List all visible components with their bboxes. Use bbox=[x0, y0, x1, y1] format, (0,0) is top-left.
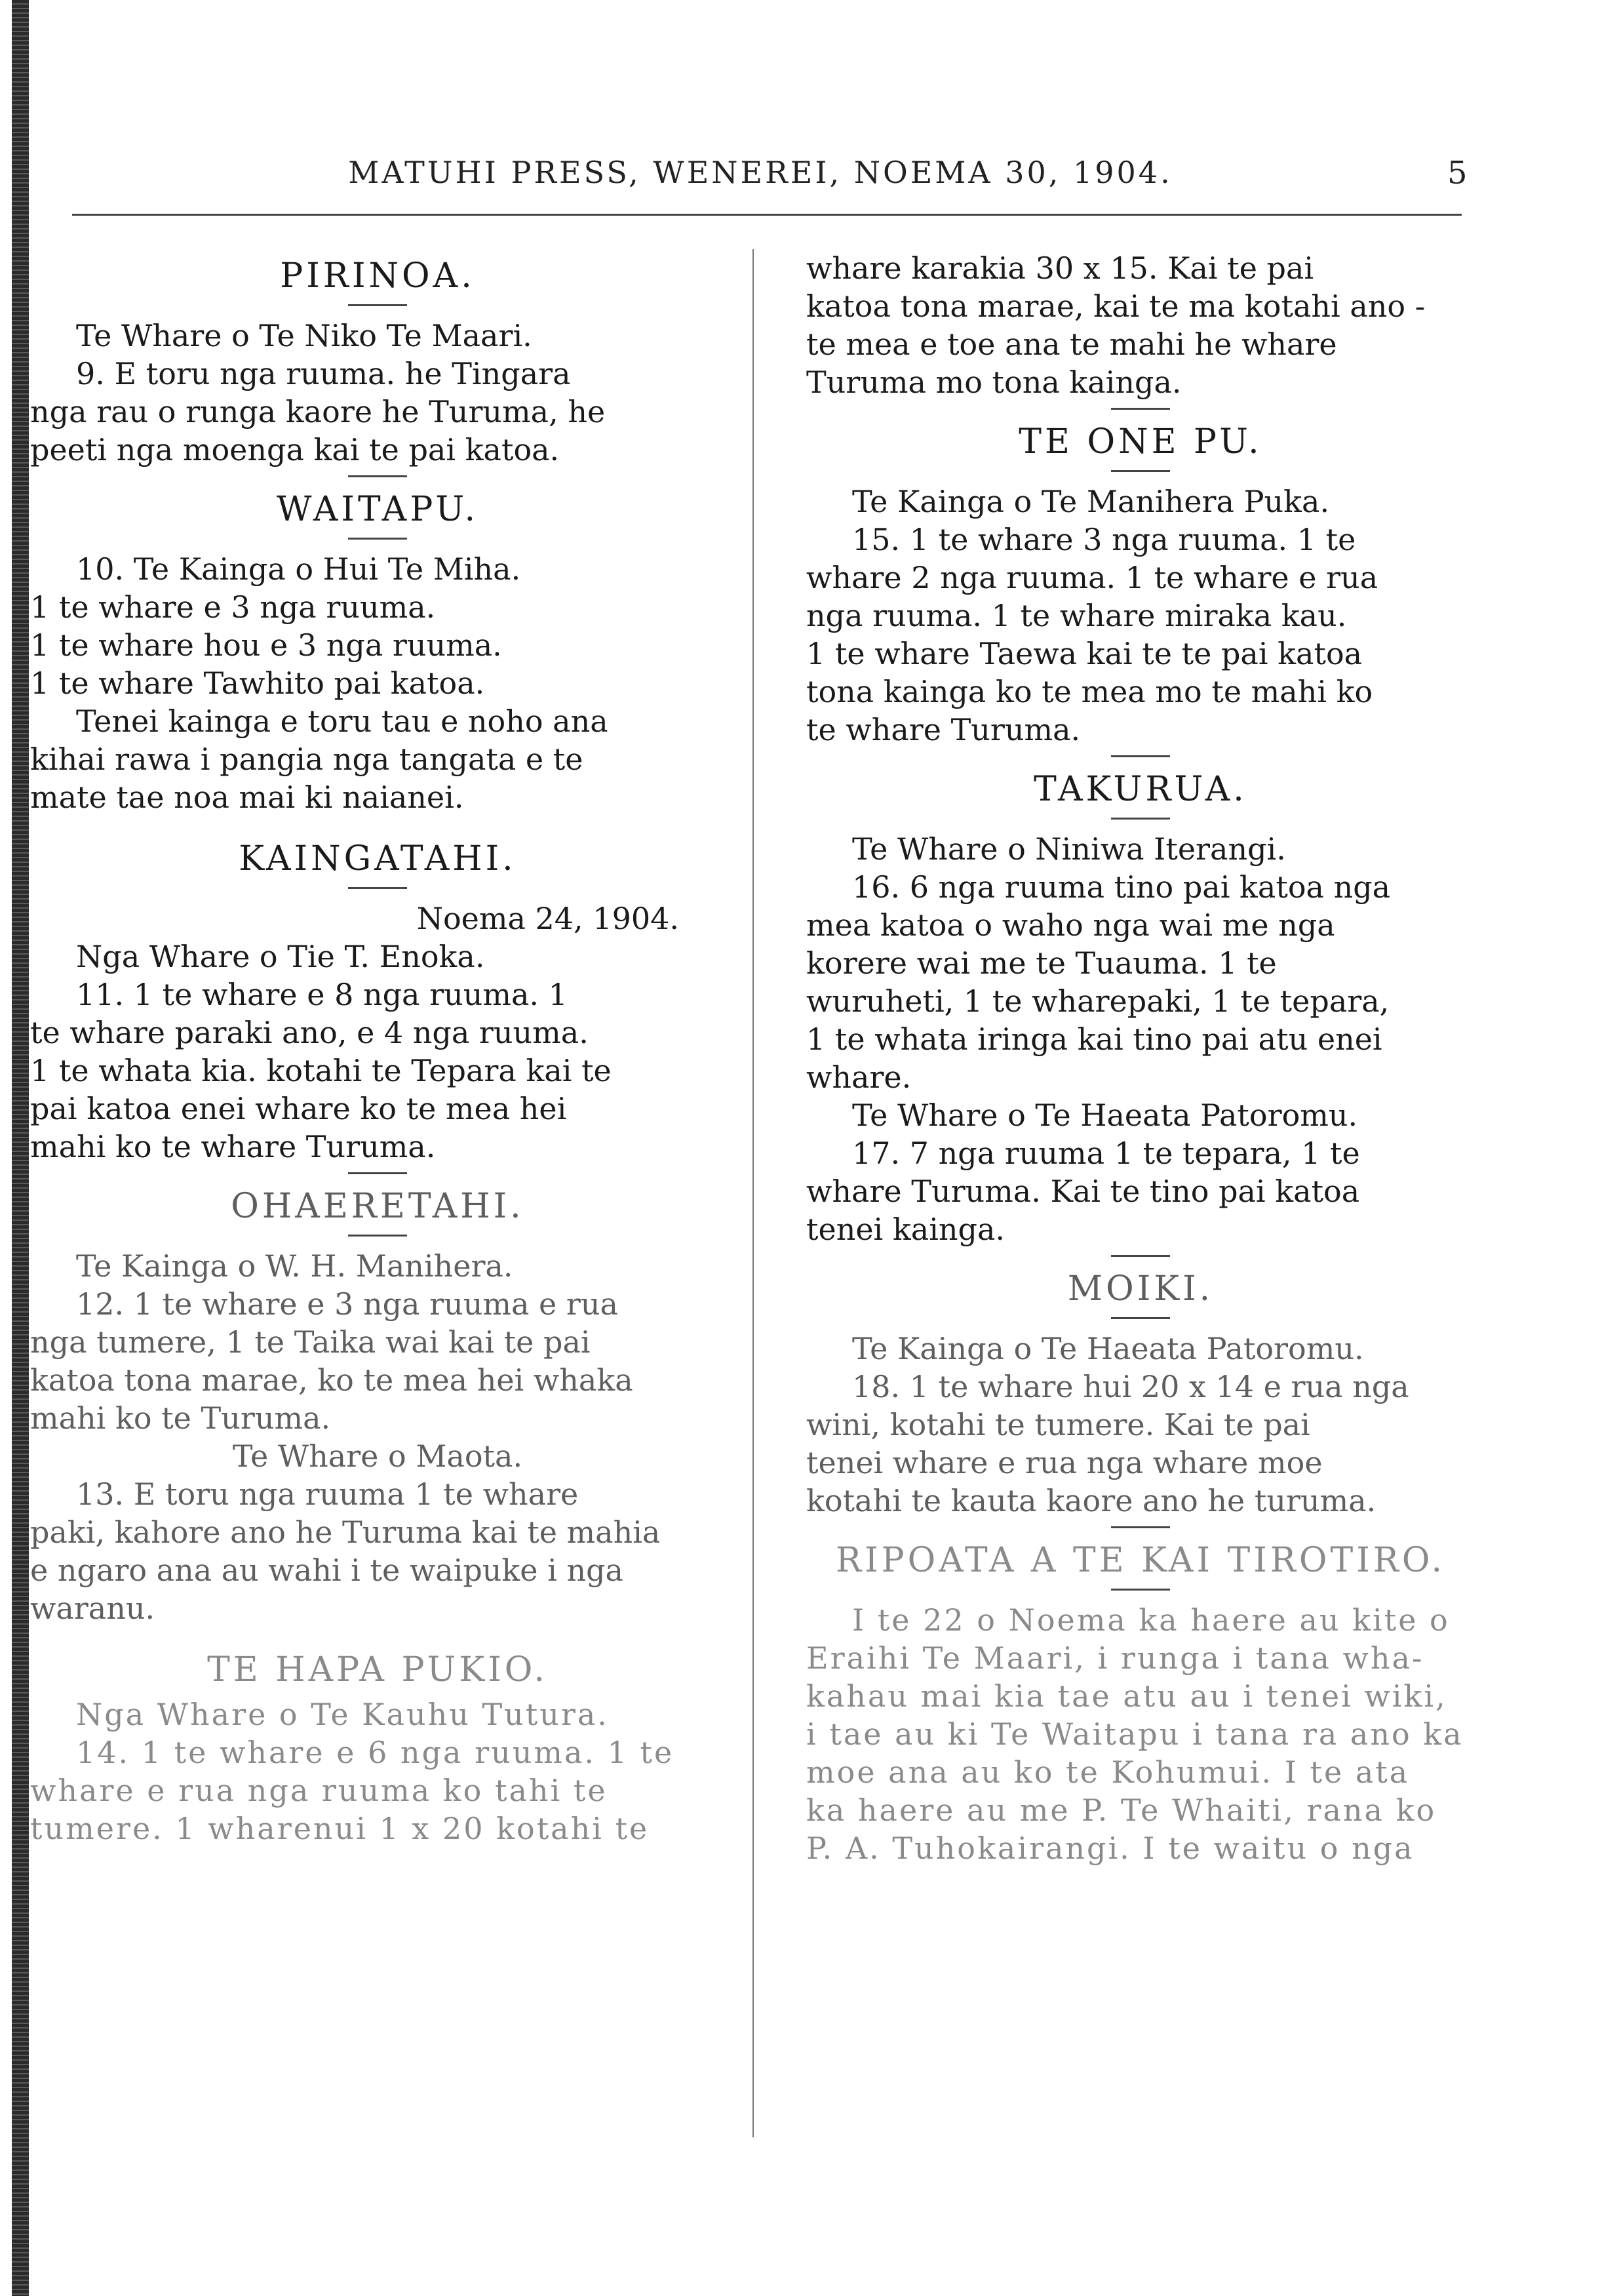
section-ripoata bbox=[806, 1539, 1475, 1867]
section-line: 14. 1 te whare e 6 nga ruuma. 1 te bbox=[76, 1735, 674, 1770]
section-line: tumere. 1 wharenui 1 x 20 kotahi te bbox=[30, 1811, 650, 1846]
section-line: mahi ko te whare Turuma. bbox=[30, 1129, 436, 1164]
section-heading: WAITAPU. bbox=[277, 490, 478, 529]
section-dateline: Noema 24, 1904. bbox=[416, 901, 679, 936]
heading-rule bbox=[1111, 1317, 1170, 1319]
section-heading: TAKURUA. bbox=[1034, 770, 1247, 809]
section-heading: TE ONE PU. bbox=[1019, 422, 1262, 462]
section-line: tenei whare e rua nga whare moe bbox=[806, 1445, 1323, 1480]
section-line: tona kainga ko te mea mo te mahi ko bbox=[806, 674, 1373, 709]
section-line: Te Whare o Maota. bbox=[232, 1438, 523, 1474]
section-line: te whare Turuma. bbox=[806, 712, 1081, 747]
heading-rule bbox=[348, 304, 407, 306]
heading-rule bbox=[348, 887, 407, 889]
section-line: 1 te whata iringa kai tino pai atu enei bbox=[806, 1021, 1382, 1057]
section-line: 1 te whare e 3 nga ruuma. bbox=[30, 589, 436, 625]
section-line: kihai rawa i pangia nga tangata e te bbox=[30, 742, 583, 777]
section-line: 18. 1 te whare hui 20 x 14 e rua nga bbox=[852, 1369, 1409, 1404]
section-takurua bbox=[806, 768, 1475, 1248]
section-line: Te Whare o Te Niko Te Maari. bbox=[76, 318, 532, 353]
section-ohaeretahi bbox=[30, 1185, 725, 1627]
section-line: 9. E toru nga ruuma. he Tingara bbox=[76, 356, 571, 391]
section-line: waranu. bbox=[30, 1591, 155, 1626]
section-rule bbox=[1111, 1526, 1170, 1528]
header-rule bbox=[72, 214, 1462, 216]
section-moiki bbox=[806, 1267, 1475, 1520]
section-line: 11. 1 te whare e 8 nga ruuma. 1 bbox=[76, 977, 568, 1012]
section-continuation bbox=[806, 249, 1475, 401]
section-line: Nga Whare o Tie T. Enoka. bbox=[76, 939, 485, 974]
section-line: peeti nga moenga kai te pai katoa. bbox=[30, 432, 560, 467]
section-line: e ngaro ana au wahi i te waipuke i nga bbox=[30, 1553, 623, 1588]
section-line: wini, kotahi te tumere. Kai te pai bbox=[806, 1407, 1310, 1442]
section-line: whare karakia 30 x 15. Kai te pai bbox=[806, 250, 1314, 286]
section-rule bbox=[348, 1172, 407, 1174]
section-heading: KAINGATAHI. bbox=[239, 839, 517, 879]
section-kaingatahi bbox=[30, 837, 725, 1166]
section-rule bbox=[1111, 755, 1170, 757]
section-gap bbox=[30, 816, 725, 832]
section-line: Te Kainga o W. H. Manihera. bbox=[76, 1248, 513, 1284]
section-line: pai katoa enei whare ko te mea hei bbox=[30, 1091, 567, 1126]
section-rule bbox=[1111, 408, 1170, 410]
section-line: i tae au ki Te Waitapu i tana ra ano ka bbox=[806, 1716, 1464, 1752]
section-line: 13. E toru nga ruuma 1 te whare bbox=[76, 1476, 579, 1512]
section-line: Nga Whare o Te Kauhu Tutura. bbox=[76, 1697, 609, 1732]
section-heading: PIRINOA. bbox=[280, 256, 475, 296]
section-waitapu bbox=[30, 488, 725, 816]
section-heading: TE HAPA PUKIO. bbox=[207, 1650, 548, 1690]
section-line: whare. bbox=[806, 1059, 912, 1095]
page-number: 5 bbox=[1447, 155, 1468, 191]
left-column bbox=[30, 249, 725, 1848]
section-line: whare Turuma. Kai te tino pai katoa bbox=[806, 1174, 1360, 1209]
section-line: 17. 7 nga ruuma 1 te tepara, 1 te bbox=[852, 1136, 1360, 1171]
section-line: Turuma mo tona kainga. bbox=[806, 365, 1182, 400]
section-line: whare e rua nga ruuma ko tahi te bbox=[30, 1773, 608, 1808]
section-line: 10. Te Kainga o Hui Te Miha. bbox=[76, 551, 521, 587]
section-line: kahau mai kia tae atu au i tenei wiki, bbox=[806, 1678, 1447, 1714]
section-line: nga rau o runga kaore he Turuma, he bbox=[30, 394, 606, 429]
section-line: mate tae noa mai ki naianei. bbox=[30, 780, 464, 815]
section-line: I te 22 o Noema ka haere au kite o bbox=[852, 1602, 1450, 1638]
section-line: mea katoa o waho nga wai me nga bbox=[806, 907, 1335, 943]
section-heading: OHAERETAHI. bbox=[231, 1187, 524, 1226]
section-line: te whare paraki ano, e 4 nga ruuma. bbox=[30, 1015, 589, 1050]
section-line: tenei kainga. bbox=[806, 1212, 1005, 1247]
section-line: katoa tona marae, kai te ma kotahi ano - bbox=[806, 288, 1426, 324]
section-rule bbox=[348, 475, 407, 477]
heading-rule bbox=[348, 538, 407, 540]
section-line: te mea e toe ana te mahi he whare bbox=[806, 327, 1337, 362]
section-line: paki, kahore ano he Turuma kai te mahia bbox=[30, 1514, 661, 1550]
section-line: 16. 6 nga ruuma tino pai katoa nga bbox=[852, 869, 1391, 905]
section-line: whare 2 nga ruuma. 1 te whare e rua bbox=[806, 560, 1378, 595]
heading-rule bbox=[348, 1235, 407, 1237]
section-te-hapa-pukio bbox=[30, 1648, 725, 1848]
section-line: Te Kainga o Te Manihera Puka. bbox=[852, 484, 1330, 519]
section-pirinoa bbox=[30, 254, 725, 469]
section-line: Te Whare o Te Haeata Patoromu. bbox=[852, 1098, 1358, 1133]
section-line: kotahi te kauta kaore ano he turuma. bbox=[806, 1483, 1376, 1518]
section-line: moe ana au ko te Kohumui. I te ata bbox=[806, 1754, 1410, 1790]
section-line: Tenei kainga e toru tau e noho ana bbox=[76, 703, 608, 739]
section-gap bbox=[30, 1627, 725, 1643]
right-column bbox=[806, 249, 1475, 1867]
section-line: Te Whare o Niniwa Iterangi. bbox=[852, 831, 1286, 867]
section-heading: MOIKI. bbox=[1067, 1269, 1214, 1309]
section-line: Eraihi Te Maari, i runga i tana wha- bbox=[806, 1640, 1424, 1676]
heading-rule bbox=[1111, 1589, 1170, 1591]
section-line: korere wai me te Tuauma. 1 te bbox=[806, 945, 1277, 981]
section-line: wuruheti, 1 te wharepaki, 1 te tepara, bbox=[806, 983, 1390, 1019]
section-heading: RIPOATA A TE KAI TIROTIRO. bbox=[835, 1541, 1446, 1580]
page-binding-edge bbox=[12, 0, 29, 2296]
section-line: 1 te whata kia. kotahi te Tepara kai te bbox=[30, 1053, 612, 1088]
section-line: Te Kainga o Te Haeata Patoromu. bbox=[852, 1331, 1364, 1366]
column-divider bbox=[752, 249, 754, 2137]
section-line: mahi ko te Turuma. bbox=[30, 1400, 331, 1436]
section-line: katoa tona marae, ko te mea hei whaka bbox=[30, 1362, 633, 1398]
section-line: 1 te whare Tawhito pai katoa. bbox=[30, 665, 485, 701]
page-header-title: MATUHI PRESS, WENEREI, NOEMA 30, 1904. bbox=[348, 155, 1173, 190]
section-line: 1 te whare Taewa kai te te pai katoa bbox=[806, 636, 1363, 671]
section-line: 12. 1 te whare e 3 nga ruuma e rua bbox=[76, 1286, 618, 1322]
section-line: 15. 1 te whare 3 nga ruuma. 1 te bbox=[852, 522, 1356, 557]
section-line: 1 te whare hou e 3 nga ruuma. bbox=[30, 627, 502, 663]
heading-rule bbox=[1111, 818, 1170, 820]
section-line: nga tumere, 1 te Taika wai kai te pai bbox=[30, 1324, 591, 1360]
section-rule bbox=[1111, 1255, 1170, 1257]
heading-rule bbox=[1111, 470, 1170, 472]
section-line: ka haere au me P. Te Whaiti, rana ko bbox=[806, 1792, 1437, 1828]
section-line: nga ruuma. 1 te whare miraka kau. bbox=[806, 598, 1347, 633]
section-line: P. A. Tuhokairangi. I te waitu o nga bbox=[806, 1831, 1415, 1866]
section-te-one-pu bbox=[806, 420, 1475, 749]
